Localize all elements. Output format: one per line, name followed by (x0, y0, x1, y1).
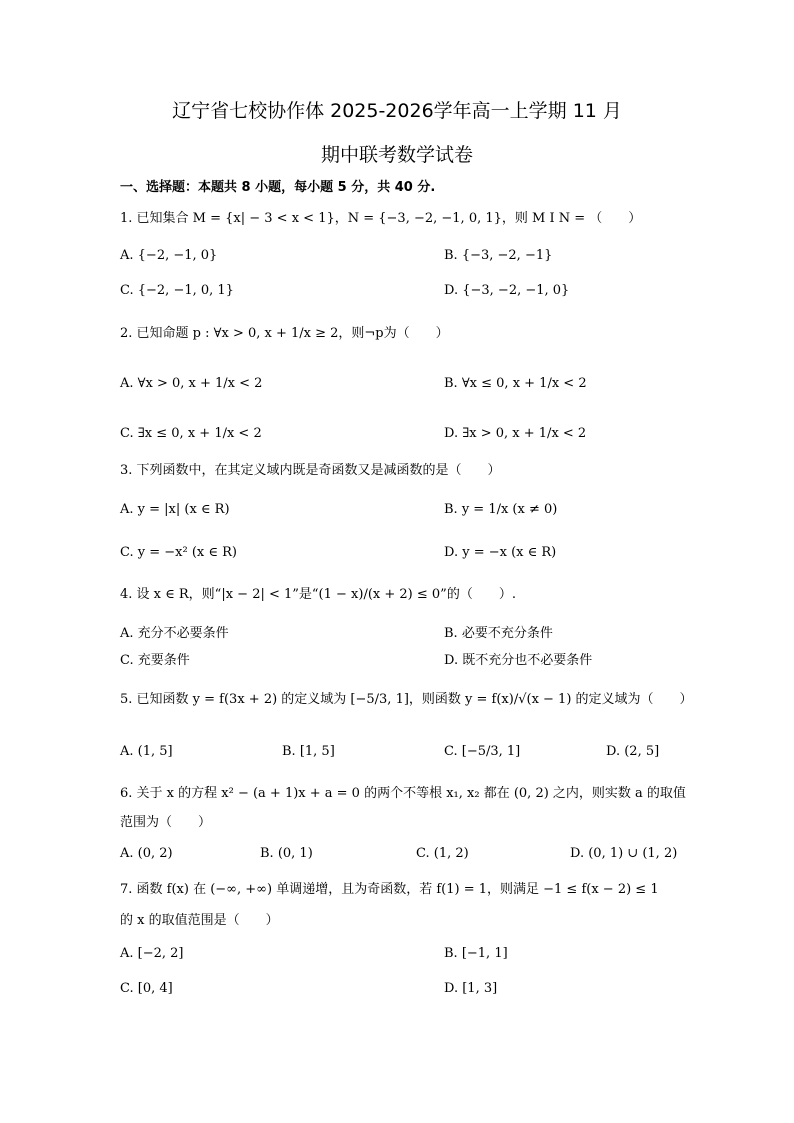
q3-option-a: A. y = |x| (x ∈ R) (120, 502, 230, 517)
q4-option-a: A. 充分不必要条件 (120, 626, 229, 641)
question-7-stem-cont: 的 x 的取值范围是（ ） (120, 913, 279, 928)
q3-option-c: C. y = −x² (x ∈ R) (120, 545, 237, 560)
q5-option-d: D. (2, 5] (606, 744, 660, 759)
q2-option-d: D. ∃x > 0, x + 1/x < 2 (444, 426, 587, 441)
q1-option-d: D. {−3, −2, −1, 0} (444, 283, 570, 298)
q2-option-a: A. ∀x > 0, x + 1/x < 2 (120, 376, 263, 391)
question-2-stem: 2. 已知命题 p : ∀x > 0, x + 1/x ≥ 2，则¬p为（ ） (120, 326, 449, 341)
q4-option-b: B. 必要不充分条件 (444, 626, 553, 641)
q7-option-a: A. [−2, 2] (120, 946, 184, 961)
exam-title-line2: 期中联考数学试卷 (320, 144, 473, 166)
q6-option-d: D. (0, 1) ∪ (1, 2) (570, 846, 678, 861)
q3-option-d: D. y = −x (x ∈ R) (444, 545, 557, 560)
question-6-stem-cont: 范围为（ ） (120, 815, 212, 830)
q3-option-b: B. y = 1/x (x ≠ 0) (444, 502, 558, 517)
q7-option-d: D. [1, 3] (444, 981, 498, 996)
q5-option-a: A. (1, 5] (120, 744, 173, 759)
question-1-stem: 1. 已知集合 M = {x| − 3 < x < 1}，N = {−3, −2, −1, 0, 1}，则 M I N = （ ） (120, 211, 642, 226)
q4-option-c: C. 充要条件 (120, 653, 190, 668)
question-4-stem: 4. 设 x ∈ R，则“|x − 2| < 1”是“(1 − x)/(x + 2) ≤ 0”的（ ）. (120, 587, 516, 602)
q4-option-d: D. 既不充分也不必要条件 (444, 653, 593, 668)
q1-option-c: C. {−2, −1, 0, 1} (120, 283, 234, 298)
q5-option-c: C. [−5/3, 1] (444, 744, 521, 759)
q7-option-b: B. [−1, 1] (444, 946, 508, 961)
q6-option-a: A. (0, 2) (120, 846, 173, 861)
question-6-stem: 6. 关于 x 的方程 x² − (a + 1)x + a = 0 的两个不等根 x₁, x₂ 都在 (0, 2) 之内，则实数 a 的取值 (120, 786, 686, 801)
q1-option-a: A. {−2, −1, 0} (120, 248, 218, 263)
q2-option-b: B. ∀x ≤ 0, x + 1/x < 2 (444, 376, 587, 391)
question-3-stem: 3. 下列函数中，在其定义域内既是奇函数又是减函数的是（ ） (120, 463, 501, 478)
question-7-stem: 7. 函数 f(x) 在 (−∞, +∞) 单调递增，且为奇函数，若 f(1) = 1，则满足 −1 ≤ f(x − 2) ≤ 1 (120, 882, 659, 897)
q2-option-c: C. ∃x ≤ 0, x + 1/x < 2 (120, 426, 262, 441)
q6-option-b: B. (0, 1) (260, 846, 313, 861)
q1-option-b: B. {−3, −2, −1} (444, 248, 553, 263)
q5-option-b: B. [1, 5] (282, 744, 335, 759)
q6-option-c: C. (1, 2) (416, 846, 469, 861)
q7-option-c: C. [0, 4] (120, 981, 173, 996)
section-heading: 一、选择题：本题共 8 小题，每小题 5 分，共 40 分. (120, 180, 436, 195)
exam-title-line1: 辽宁省七校协作体 2025-2026学年高一上学期 11 月 (172, 100, 622, 122)
question-5-stem: 5. 已知函数 y = f(3x + 2) 的定义域为 [−5/3, 1]，则函数 y = f(x)/√(x − 1) 的定义域为（ ） (120, 692, 693, 707)
